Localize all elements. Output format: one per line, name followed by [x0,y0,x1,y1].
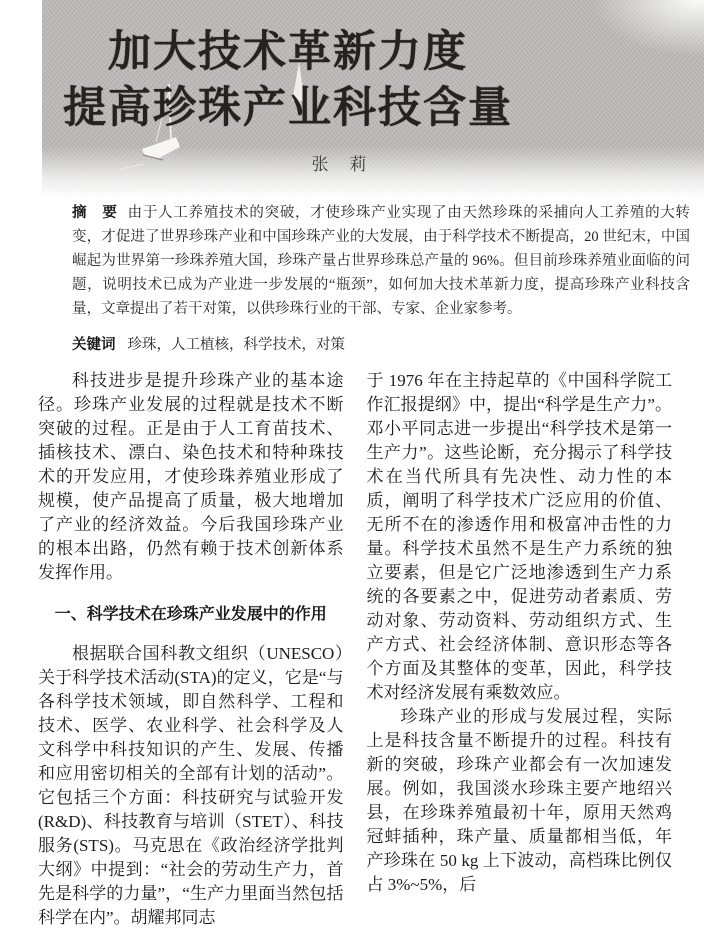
left-column [38,369,344,930]
author-name: 张 莉 [311,155,369,174]
keywords-text: 珍珠，人工植核，科学技术，对策 [127,337,345,353]
abstract-paragraph [72,201,690,321]
paragraph: 珍珠产业的形成与发展过程，实际上是科技含量不断提升的过程。科技有新的突破，珍珠产业都会有一次加速发展。例如，我国淡水珍珠主要产地绍兴县，在珍珠养殖最初十年，原用天然鸡冠蚌插种，珠产量、质量都相当低，年产珍珠在 50 kg 上下波动，高档珠比例仅占 3%~5%，后 [366,707,672,894]
abstract-label: 摘 要 [72,205,118,221]
right-column [367,369,673,930]
title-line-2: 提高珍珠产业科技含量 [63,83,513,133]
paragraph-continuation: 于 1976 年在主持起草的《中国科学院工作汇报提纲》中，提出“科学是生产力”。邓小平同志进一步提出“科学技术是第一生产力”。这些论断，充分揭示了科学技术在当代所具有先决性、动力性的本质，阐明了科学技术广泛应用的价值、无所不在的渗透作用和极富冲击性的力量。科学技术虽然不是生产力系统的独立要素，但是它广泛地渗透到生产力系统的各要素之中，促进劳动者素质、劳动对象、劳动资料、劳动组织方式、生产方式、社会经济体制、意识形态等各个方面及其整体的变革，因此，科学技术对经济发展有乘数效应。 [366,371,672,702]
body-columns [38,369,672,930]
abstract-text: 由于人工养殖技术的突破，才使珍珠产业实现了由天然珍珠的采捕向人工养殖的大转变，才促进了世界珍珠产业和中国珍珠产业的大发展，由于科学技术不断提高，20 世纪末，中国崛起为世界第一珍珠养殖大国，珍珠产量占世界珍珠总产量的 96%。但目前珍珠养殖业面临的问题，说明技术已成为产业进一步发展的“瓶颈”，如何加大技术革新力度，提高珍珠产业科技含量，文章提出了若干对策，以供珍珠行业的干部、专家、企业家参考。 [72,205,690,317]
keywords-label: 关键词 [72,337,116,353]
paragraph: 科技进步是提升珍珠产业的基本途径。珍珠产业发展的过程就是技术不断突破的过程。正是由于人工育苗技术、插核技术、漂白、染色技术和特种珠技术的开发应用，才使珍珠养殖业形成了规模，使产品提高了质量，极大地增加了产业的经济效益。今后我国珍珠产业的根本出路，仍然有赖于技术创新体系发挥作用。 [38,371,344,582]
paragraph: 根据联合国科教文组织（UNESCO）关于科学技术活动(STA)的定义，它是“与各科学技术领域，即自然科学、工程和技术、医学、农业科学、社会科学及人文科学中科技知识的产生、发展、传播和应用密切相关的全部有计划的活动”。它包括三个方面：科技研究与试验开发(R&D)、科技教育与培训（STET）、科技服务(STS)。马克思在《政治经济学批判大纲》中提到：“社会的劳动生产力，首先是科学的力量”，“生产力里面当然包括科学在内”。胡耀邦同志 [38,644,344,927]
section-heading-1: 一、科学技术在珍珠产业发展中的作用 [54,604,327,623]
keywords-line [72,333,690,357]
title-line-1: 加大技术革新力度 [108,27,468,77]
